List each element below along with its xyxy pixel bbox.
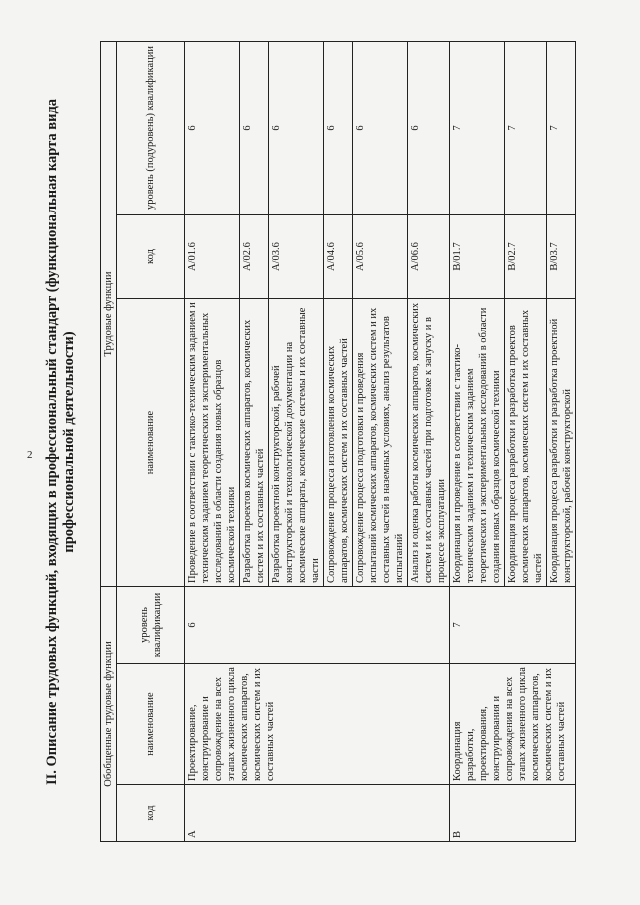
function-name: Сопровождение процесса подготовки и проведения испытаний космических аппаратов, космических систем и их составных частей в наземных условиях, анализ результатов испытаний xyxy=(353,299,408,587)
function-level: 7 xyxy=(547,41,576,214)
group-name: Координация разработки, проектирования, конструирования и сопровождения на всех этапах жизненного цикла космических аппаратов, космических систем и их составных частей xyxy=(450,664,576,785)
function-code: A/01.6 xyxy=(185,215,240,299)
group-code: B xyxy=(450,785,576,842)
table-row xyxy=(450,41,505,841)
rotated-sheet xyxy=(42,42,582,842)
function-name: Анализ и оценка работы космических аппаратов, космических систем и их составных частей при подготовке к запуску и в процессе эксплуатации xyxy=(408,299,450,587)
function-level: 6 xyxy=(269,41,324,214)
section-title xyxy=(42,42,100,842)
function-level: 7 xyxy=(450,41,505,214)
function-name: Разработка проектной конструкторской, рабочей конструкторской и технологической документации на космические аппараты, космические системы и их составные части xyxy=(269,299,324,587)
group-code: А xyxy=(185,785,450,842)
function-name: Координация процесса разработки и разработка проектов космических аппаратов, космических систем и их составных частей xyxy=(505,299,547,587)
header-labor-functions: Трудовые функции xyxy=(101,41,117,586)
function-name: Разработка проектов космических аппаратов, космических систем и их составных частей xyxy=(240,299,269,587)
function-level: 6 xyxy=(185,41,240,214)
function-name: Координация и проведение в соответствии с тактико-техническим заданием и техническим заданием теоретических и экспериментальных исследований в области создания новых образцов космической техники xyxy=(450,299,505,587)
function-code: A/06.6 xyxy=(408,215,450,299)
function-name: Проведение в соответствии с тактико-техническим заданием и техническим заданием теоретических и экспериментальных исследований в области создания новых образцов космической техники xyxy=(185,299,240,587)
function-code: A/02.6 xyxy=(240,215,269,299)
header-tf-name: наименование xyxy=(117,299,185,587)
title-line-2: профессиональной деятельности) xyxy=(61,331,77,553)
function-code: A/03.6 xyxy=(269,215,324,299)
functional-map-table xyxy=(100,41,576,842)
title-line-1: II. Описание трудовых функций, входящих в профессиональный стандарт (функциональная карта вида xyxy=(44,98,60,786)
function-code: B/01.7 xyxy=(450,215,505,299)
function-level: 6 xyxy=(353,41,408,214)
header-tf-level: уровень (подуровень) квалификации xyxy=(117,41,185,214)
group-level: 7 xyxy=(450,587,576,664)
table-row xyxy=(185,41,240,841)
header-name: наименование xyxy=(117,664,185,785)
function-code: B/02.7 xyxy=(505,215,547,299)
group-level: 6 xyxy=(185,587,450,664)
function-code: B/03.7 xyxy=(547,215,576,299)
function-code: A/05.6 xyxy=(353,215,408,299)
header-code: код xyxy=(117,785,185,842)
function-name: Координация процесса разработки и разработка проектной конструкторской, рабочей конструкторской xyxy=(547,299,576,587)
function-name: Сопровождение процесса изготовления космических аппаратов, космических систем и их составных частей xyxy=(324,299,353,587)
header-level: уровень квалификации xyxy=(117,587,185,664)
function-level: 6 xyxy=(240,41,269,214)
header-generalized: Обобщенные трудовые функции xyxy=(101,587,117,842)
function-level: 6 xyxy=(408,41,450,214)
function-level: 6 xyxy=(324,41,353,214)
sheet-content xyxy=(42,42,582,842)
function-code: A/04.6 xyxy=(324,215,353,299)
group-name: Проектирование, конструирование и сопровождение на всех этапах жизненного цикла космических аппаратов, космических систем и их составных частей xyxy=(185,664,450,785)
function-level: 7 xyxy=(505,41,547,214)
header-tf-code: код xyxy=(117,215,185,299)
page-number: 2 xyxy=(27,449,33,461)
